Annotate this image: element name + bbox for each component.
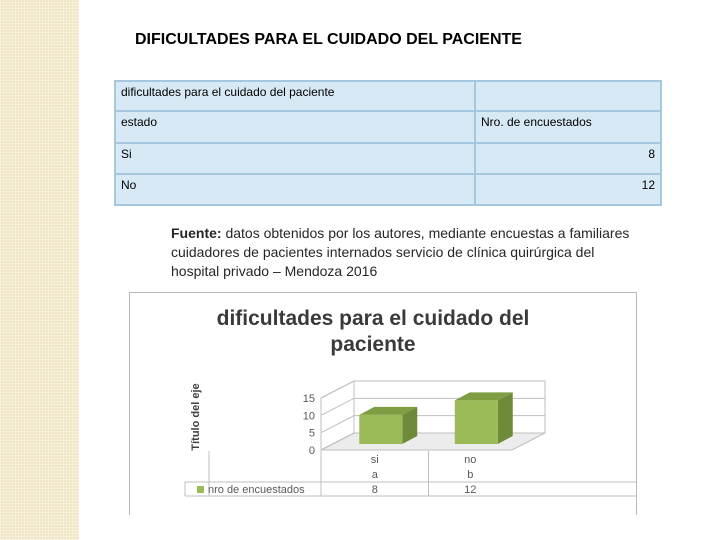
chart-frame: [129, 292, 637, 515]
category-label-no: no: [464, 454, 477, 466]
data-table: [114, 80, 662, 206]
bar-side-no: [498, 392, 513, 444]
bar-no: [455, 400, 498, 444]
category-label-si: si: [370, 454, 379, 466]
table-header-cell: dificultades para el cuidado del paciente: [115, 81, 475, 111]
category-sublabel-si: a: [371, 469, 378, 481]
source-note: [171, 224, 641, 281]
table-row: [115, 174, 661, 205]
slide-title: DIFICULTADES PARA EL CUIDADO DEL PACIENTE: [135, 31, 522, 48]
bar-chart: [130, 293, 636, 515]
table-column-row: [115, 111, 661, 143]
decorative-side-strip: [0, 0, 79, 540]
column-header-estado: estado: [115, 111, 475, 143]
chart-title-line1: dificultades para el cuidado del: [216, 307, 530, 330]
row-value-si: 8: [475, 143, 661, 174]
row-label-si: Si: [115, 143, 475, 174]
legend-label: nro de encuestados: [208, 484, 305, 496]
category-sublabel-no: b: [467, 469, 474, 481]
table-header-empty-cell: [475, 81, 661, 111]
y-tick-label: 5: [308, 427, 315, 440]
bar-si: [359, 415, 402, 444]
chart-title-line2: paciente: [330, 333, 416, 356]
row-label-no: No: [115, 174, 475, 205]
table-row: [115, 143, 661, 174]
data-label-no: 12: [464, 484, 477, 496]
source-label: Fuente:: [171, 225, 222, 241]
y-axis-title: Título del eje: [190, 383, 202, 451]
legend-swatch: [197, 486, 204, 493]
column-header-count: Nro. de encuestados: [475, 111, 661, 143]
row-value-no: 12: [475, 174, 661, 205]
table-header-row: [115, 81, 661, 111]
y-tick-label: 0: [308, 445, 315, 457]
y-tick-label: 15: [302, 393, 315, 405]
source-text: datos obtenidos por los autores, mediante encuestas a familiares cuidadores de pacientes internados servicio de clínica quirúrgica del hospital privado – Mendoza 2016: [171, 225, 630, 279]
y-tick-label: 10: [302, 410, 315, 423]
data-label-si: 8: [371, 484, 378, 496]
